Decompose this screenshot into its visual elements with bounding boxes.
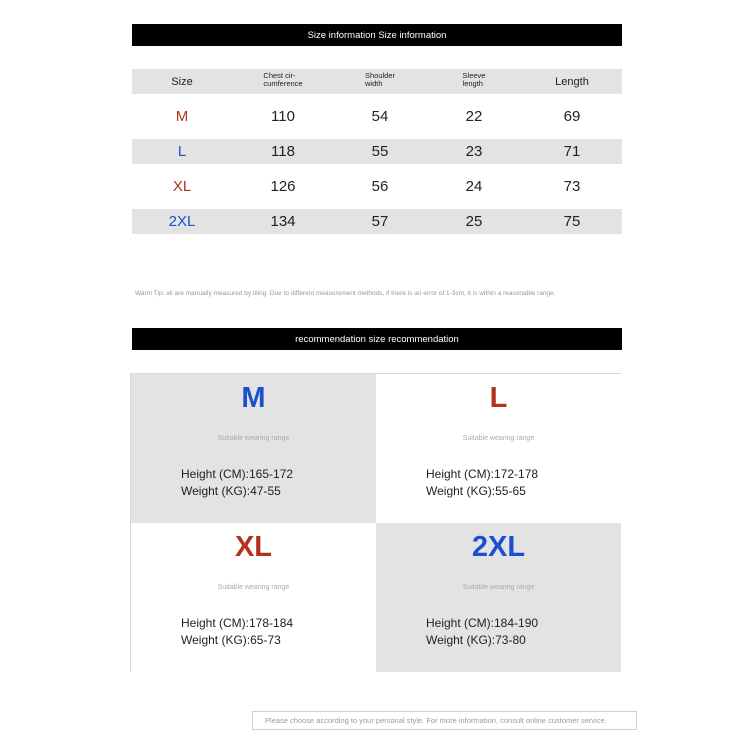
row-sleeve: 23: [465, 143, 483, 160]
row-sleeve: 25: [465, 213, 483, 230]
table-row: [132, 94, 622, 139]
card-size-label: M: [241, 382, 266, 414]
footer-note: [252, 711, 637, 730]
row-chest: 110: [271, 108, 295, 125]
card-range-label: Suitable wearing range: [462, 435, 535, 442]
recommendation-card-xl: [131, 523, 376, 672]
table-row: [132, 209, 622, 234]
row-length: 73: [563, 178, 581, 195]
card-weight: Weight (KG):65-73: [181, 633, 281, 647]
row-length: 75: [563, 213, 581, 230]
card-weight: Weight (KG):73-80: [426, 633, 526, 647]
recommendation-title: recommendation size recommendation: [295, 333, 459, 345]
table-row: [132, 139, 622, 164]
header-length: Length: [555, 75, 589, 88]
size-information-banner: [132, 24, 622, 46]
card-weight: Weight (KG):47-55: [181, 484, 281, 498]
row-size: 2XL: [168, 213, 196, 230]
row-length: 71: [563, 143, 581, 160]
card-range-label: Suitable wearing range: [217, 584, 290, 591]
recommendation-card-m: [131, 374, 376, 523]
header-size: Size: [171, 75, 193, 88]
card-size-label: 2XL: [471, 531, 526, 563]
row-chest: 118: [271, 143, 295, 160]
recommendation-card-2xl: [376, 523, 621, 672]
card-size-label: L: [489, 382, 508, 414]
card-range-label: Suitable wearing range: [462, 584, 535, 591]
table-row: [132, 164, 622, 209]
row-length: 69: [563, 108, 581, 125]
row-shoulder: 57: [371, 213, 389, 230]
warm-tip: Warm Tip: all are manually measured by tiling. Due to different measurement methods, if there is an error of 1-3cm, it is within a reasonable range.: [135, 290, 556, 297]
header-sleeve: Sleeve length: [462, 71, 486, 88]
row-chest: 126: [270, 178, 296, 195]
card-height: Height (CM):184-190: [426, 616, 539, 630]
size-information-title: Size information Size information: [307, 29, 447, 41]
row-shoulder: 54: [371, 108, 389, 125]
recommendation-grid: [130, 373, 621, 672]
table-header-row: [132, 69, 622, 94]
row-size: M: [175, 108, 189, 125]
size-table: [132, 69, 622, 234]
card-height: Height (CM):165-172: [181, 467, 294, 481]
header-shoulder: Shoulder width: [364, 71, 396, 88]
row-size: L: [177, 143, 187, 160]
card-range-label: Suitable wearing range: [217, 435, 290, 442]
row-sleeve: 24: [465, 178, 483, 195]
row-shoulder: 56: [371, 178, 389, 195]
row-size: XL: [172, 178, 192, 195]
recommendation-banner: [132, 328, 622, 350]
recommendation-card-l: [376, 374, 621, 523]
card-height: Height (CM):178-184: [181, 616, 294, 630]
header-chest: Chest cir- cumference: [263, 71, 303, 88]
row-shoulder: 55: [371, 143, 389, 160]
card-size-label: XL: [234, 531, 273, 563]
row-chest: 134: [270, 213, 296, 230]
footer-text: Please choose according to your personal style. For more information, consult online customer service.: [265, 716, 607, 725]
card-height: Height (CM):172-178: [426, 467, 539, 481]
row-sleeve: 22: [465, 108, 483, 125]
card-weight: Weight (KG):55-65: [426, 484, 526, 498]
